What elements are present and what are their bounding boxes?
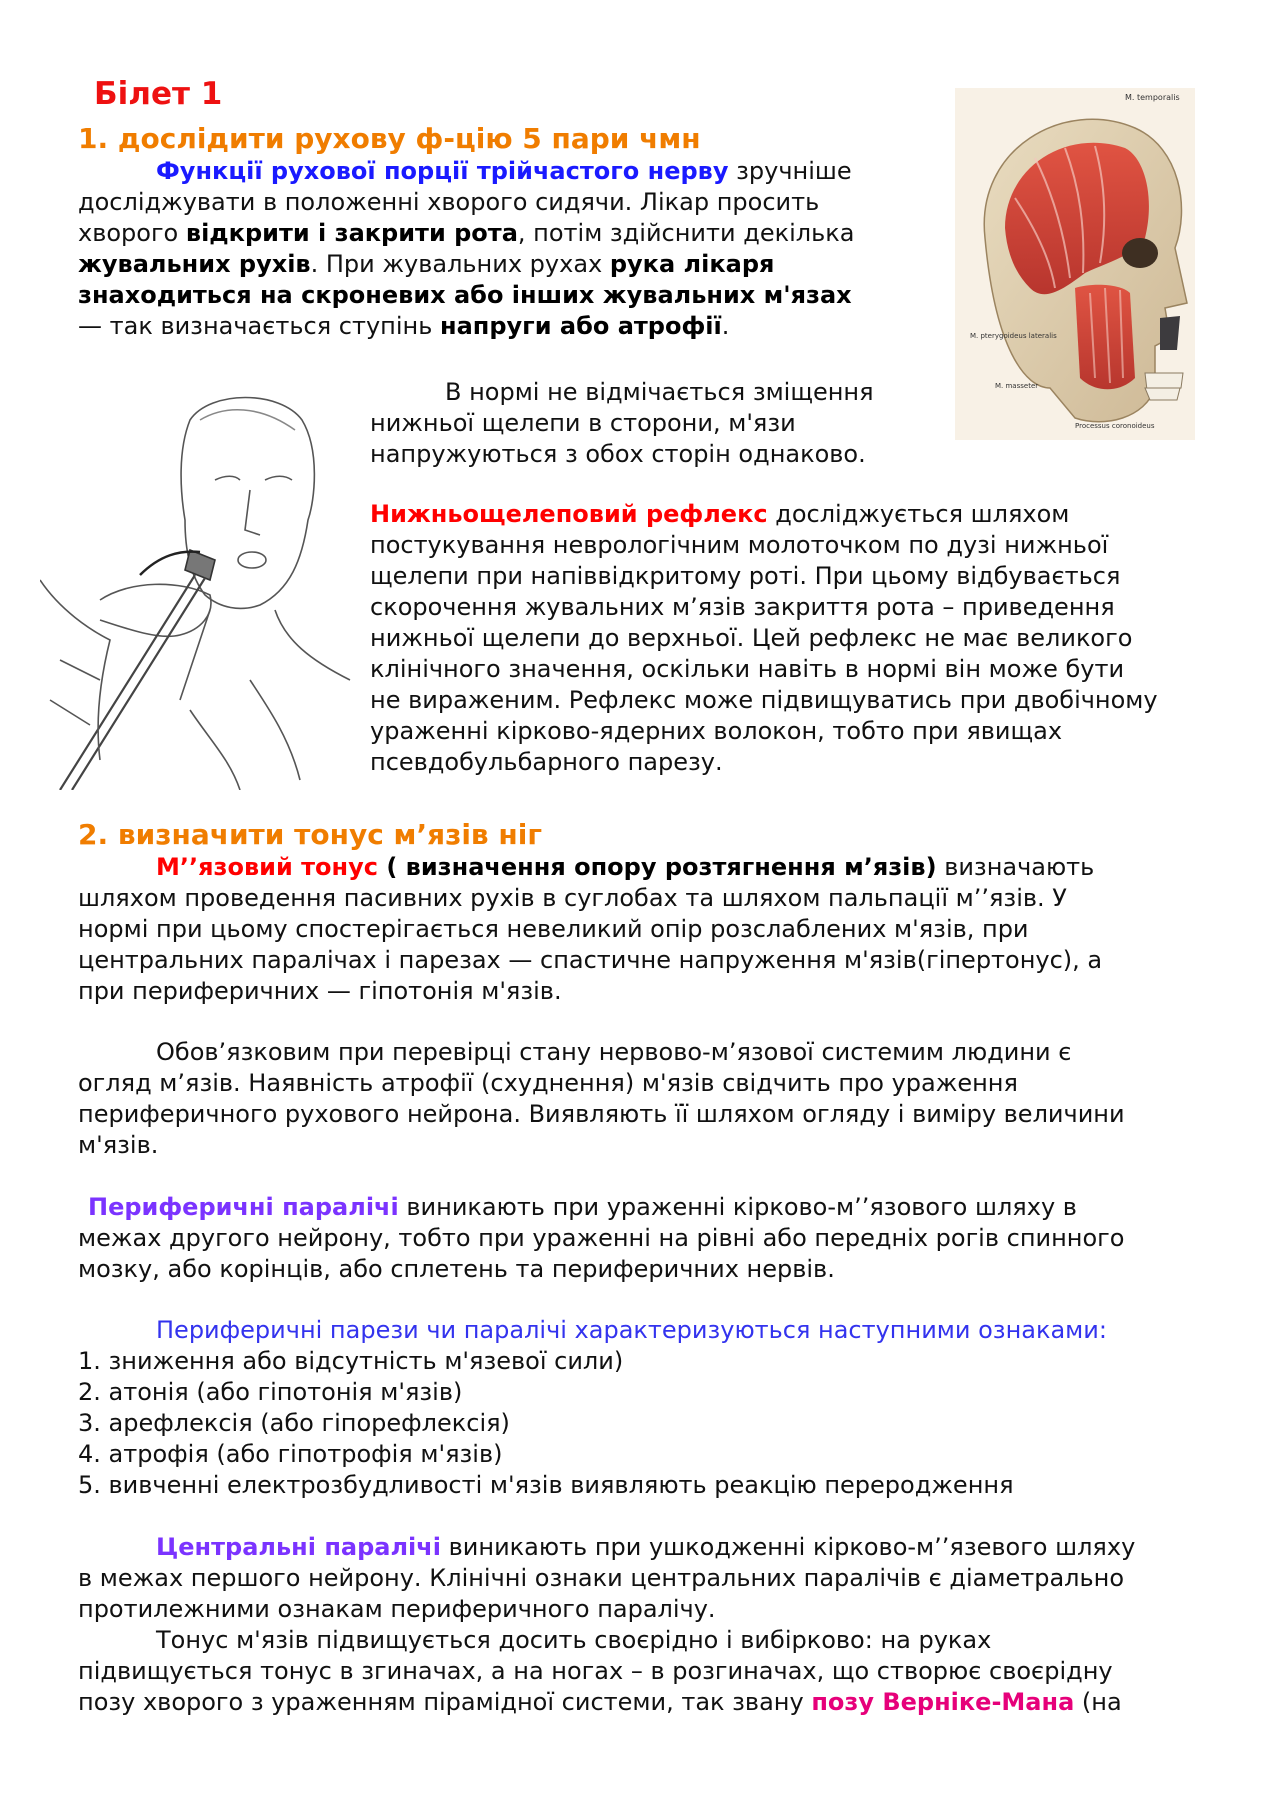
s2-p1-line4: центральних паралічах і парезах — спастичне напруження м'язів(гіпертонус), а xyxy=(78,946,1103,974)
jaw-reflex-illustration xyxy=(40,380,360,790)
s1-p2-line1: В нормі не відмічається зміщення xyxy=(445,378,874,406)
s1-p1-line3: хворого відкрити і закрити рота, потім здійснити декілька xyxy=(78,219,855,247)
s1-p3-line5: нижньої щелепи до верхньої. Цей рефлекс не має великого xyxy=(370,624,1133,652)
list-item: 2. атонія (або гіпотонія м'язів) xyxy=(78,1378,463,1406)
s1-p3-line8: ураженні кірково-ядерних волокон, тобто при явищах xyxy=(370,717,1063,745)
list-item: 1. зниження або відсутність м'язевої сили) xyxy=(78,1347,624,1375)
s1-p2-line2: нижньої щелепи в сторони, м'язи xyxy=(370,409,796,437)
list-item: 4. атрофія (або гіпотрофія м'язів) xyxy=(78,1440,503,1468)
list-item: 5. вивченні електрозбудливості м'язів виявляють реакцію переродження xyxy=(78,1471,1014,1499)
skull-label-4: Processus coronoideus xyxy=(1075,422,1155,430)
s1-p3-line6: клінічного значення, оскільки навіть в нормі він може бути xyxy=(370,655,1125,683)
s1-p1-line5: знаходиться на скроневих або інших жувальних м'язах xyxy=(78,281,852,309)
s1-p3-line9: псевдобульбарного парезу. xyxy=(370,748,723,776)
s1-p3-line4: скорочення жувальних м’язів закриття рота – приведення xyxy=(370,593,1115,621)
s2-p1-line3: нормі при цьому спостерігається невеликий опір розслаблених м'язів, при xyxy=(78,915,1029,943)
s1-p3-line1: Нижньощелеповий рефлекс досліджується шляхом xyxy=(370,500,1070,528)
skull-muscle-illustration xyxy=(955,88,1195,440)
s2-p2-line1: Обов’язковим при перевірці стану нервово-м’язової системим людини є xyxy=(156,1038,1072,1066)
s2-p1-line1: М’’язовий тонус ( визначення опору розтягнення м’язів) визначають xyxy=(156,853,1095,881)
s1-p1-line6: — так визначається ступінь напруги або атрофії. xyxy=(78,312,730,340)
list-intro: Периферичні парези чи паралічі характеризуються наступними ознаками: xyxy=(156,1316,1107,1344)
s2-p4-line1: Центральні паралічі виникають при ушкодженні кірково-м’’язевого шляху xyxy=(156,1533,1136,1561)
s1-p3-line7: не вираженим. Рефлекс може підвищуватись при двобічному xyxy=(370,686,1158,714)
ticket-title: Білет 1 xyxy=(94,76,223,112)
s1-p1-line1: Функції рухової порції трійчастого нерву зручніше xyxy=(156,157,852,185)
skull-label-3: M. masseter xyxy=(995,382,1039,390)
skull-label-2: M. pterygoideus lateralis xyxy=(970,332,1057,340)
s2-p4-line3: протилежними ознакам периферичного паралічу. xyxy=(78,1595,716,1623)
s2-p2-line4: м'язів. xyxy=(78,1131,159,1159)
s2-p5-line2: підвищується тонус в згиначах, а на ногах – в розгиначах, що створює своєрідну xyxy=(78,1657,1113,1685)
s2-p5-line1: Тонус м'язів підвищується досить своєрідно і вибірково: на руках xyxy=(156,1626,992,1654)
s1-p1-line2: досліджувати в положенні хворого сидячи. Лікар просить xyxy=(78,188,820,216)
list-item: 3. арефлексія (або гіпорефлексія) xyxy=(78,1409,510,1437)
section1-heading: 1. дослідити рухову ф-цію 5 пари чмн xyxy=(78,122,701,155)
s1-p1-line4: жувальних рухів. При жувальних рухах рука лікаря xyxy=(78,250,775,278)
s1-p2-line3: напружуються з обох сторін однаково. xyxy=(370,440,866,468)
s2-p3-line1: Периферичні паралічі виникають при ураженні кірково-м’’язового шляху в xyxy=(88,1193,1077,1221)
s1-p3-line3: щелепи при напіввідкритому роті. При цьому відбувається xyxy=(370,562,1121,590)
s2-p3-line2: межах другого нейрону, тобто при ураженні на рівні або передніх рогів спинного xyxy=(78,1224,1125,1252)
s2-p5-line3: позу хворого з ураженням пірамідної системи, так звану позу Верніке-Мана (на xyxy=(78,1688,1122,1716)
s2-p3-line3: мозку, або корінців, або сплетень та периферичних нервів. xyxy=(78,1255,835,1283)
s2-p1-line5: при периферичних — гіпотонія м'язів. xyxy=(78,977,562,1005)
skull-label-1: M. temporalis xyxy=(1125,93,1180,102)
s2-p2-line2: огляд м’язів. Наявність атрофії (схуднення) м'язів свідчить про ураження xyxy=(78,1069,1018,1097)
s1-p3-line2: постукування неврологічним молоточком по дузі нижньої xyxy=(370,531,1109,559)
s2-p1-line2: шляхом проведення пасивних рухів в суглобах та шляхом пальпації м’’язів. У xyxy=(78,884,1067,912)
s2-p4-line2: в межах першого нейрону. Клінічні ознаки центральних паралічів є діаметрально xyxy=(78,1564,1125,1592)
s2-p2-line3: периферичного рухового нейрона. Виявляють її шляхом огляду і виміру величини xyxy=(78,1100,1125,1128)
section2-heading: 2. визначити тонус м’язів ніг xyxy=(78,818,542,851)
